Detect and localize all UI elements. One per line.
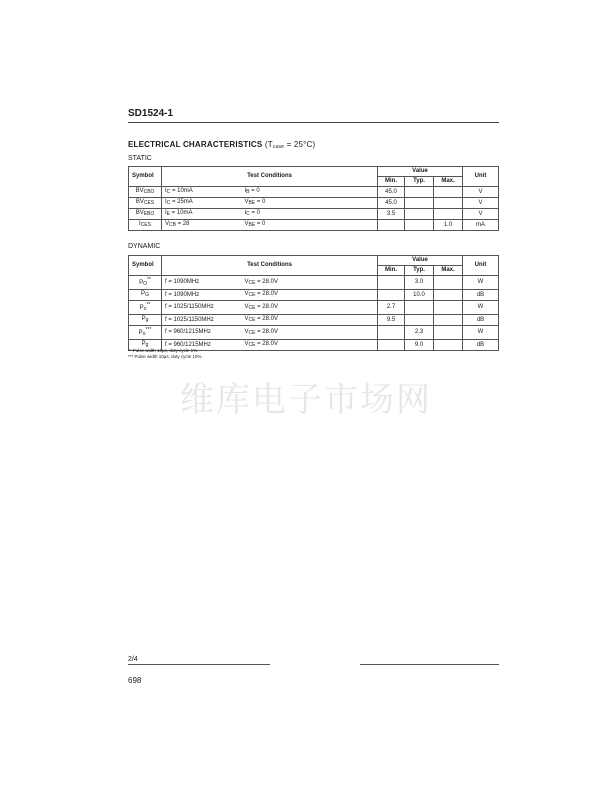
condition-cell: f = 1025/1150MHz xyxy=(162,301,242,315)
condition-cell: $I_E = 10mA$ xyxy=(162,209,242,220)
condition-cell: $V_{CE} = 28.0V$ xyxy=(242,315,378,326)
max-cell xyxy=(434,315,463,326)
min-cell: 45.0 xyxy=(378,198,405,209)
table-row xyxy=(129,315,499,326)
static-table xyxy=(128,166,499,231)
min-cell: 9.5 xyxy=(378,315,405,326)
page-index: 2/4 xyxy=(128,656,138,663)
min-cell xyxy=(378,276,405,290)
static-label: STATIC xyxy=(128,155,152,162)
condition-cell: f = 1090MHz xyxy=(162,276,242,290)
header-test-conditions: Test Conditions xyxy=(162,256,378,276)
typ-cell: 2.3 xyxy=(405,326,434,340)
header-value: Value xyxy=(378,167,463,177)
min-cell: 2.7 xyxy=(378,301,405,315)
table-row xyxy=(129,220,499,231)
condition-cell: $V_{CE} = 28.0V$ xyxy=(242,301,378,315)
symbol-cell: $BV_{CBO}$ xyxy=(129,187,162,198)
watermark: 维库电子市场网 xyxy=(180,380,432,420)
unit-cell: dB xyxy=(463,290,499,301)
typ-cell: 10.0 xyxy=(405,290,434,301)
dynamic-table xyxy=(128,255,499,351)
footnote-1: ** Pulse width 10μs, duty cycle 1%. xyxy=(128,348,199,353)
condition-cell: $I_B = 0$ xyxy=(242,187,378,198)
header-typ: Typ. xyxy=(405,177,434,187)
dynamic-label: DYNAMIC xyxy=(128,243,161,250)
typ-cell xyxy=(405,198,434,209)
symbol-cell: $I_{CES}$ xyxy=(129,220,162,231)
condition-cell: $V_{CE} = 28.0V$ xyxy=(242,276,378,290)
header-symbol: Symbol xyxy=(129,256,162,276)
symbol-cell: $P_o^{***}$ xyxy=(129,326,162,340)
unit-cell: W xyxy=(463,276,499,290)
max-cell: 1.0 xyxy=(434,220,463,231)
table-row xyxy=(129,209,499,220)
condition-cell: $V_{BE} = 0$ xyxy=(242,220,378,231)
header-rule xyxy=(128,122,499,123)
table-row xyxy=(129,187,499,198)
condition-cell: $V_{BE} = 0$ xyxy=(242,198,378,209)
condition-cell: $V_{CE} = 28.0V$ xyxy=(242,340,378,351)
typ-cell xyxy=(405,187,434,198)
section-title xyxy=(128,140,315,150)
min-cell: 3.5 xyxy=(378,209,405,220)
max-cell xyxy=(434,340,463,351)
symbol-cell: $P_G$ xyxy=(129,290,162,301)
table-row xyxy=(129,326,499,340)
min-cell xyxy=(378,326,405,340)
unit-cell: V xyxy=(463,187,499,198)
unit-cell: dB xyxy=(463,315,499,326)
section-title-condition: $(T_{case} = 25^\circ C)$ xyxy=(264,140,316,150)
unit-cell: mA xyxy=(463,220,499,231)
table-row xyxy=(129,276,499,290)
max-cell xyxy=(434,301,463,315)
typ-cell xyxy=(405,315,434,326)
footer-rule-right xyxy=(360,664,499,665)
header-min: Min. xyxy=(378,177,405,187)
symbol-cell: $P_g$ xyxy=(129,315,162,326)
min-cell xyxy=(378,290,405,301)
header-max: Max. xyxy=(434,266,463,276)
condition-cell: $V_{CE} = 28.0V$ xyxy=(242,290,378,301)
condition-cell: f = 960/1215MHz xyxy=(162,326,242,340)
condition-cell: f = 1025/1150MHz xyxy=(162,315,242,326)
condition-cell: f = 1090MHz xyxy=(162,290,242,301)
max-cell xyxy=(434,198,463,209)
condition-cell: $I_C = 0$ xyxy=(242,209,378,220)
typ-cell xyxy=(405,301,434,315)
symbol-cell: $P_o^{**}$ xyxy=(129,301,162,315)
unit-cell: V xyxy=(463,209,499,220)
symbol-cell: $BV_{EBO}$ xyxy=(129,209,162,220)
page-number: 698 xyxy=(128,676,142,685)
table-row xyxy=(129,301,499,315)
max-cell xyxy=(434,187,463,198)
unit-cell: dB xyxy=(463,340,499,351)
max-cell xyxy=(434,209,463,220)
symbol-cell: $P_g$ xyxy=(129,340,162,351)
header-symbol: Symbol xyxy=(129,167,162,187)
min-cell xyxy=(378,340,405,351)
table-row xyxy=(129,290,499,301)
header-value: Value xyxy=(378,256,463,266)
header-min: Min. xyxy=(378,266,405,276)
condition-cell: $I_C = 10mA$ xyxy=(162,187,242,198)
header-max: Max. xyxy=(434,177,463,187)
header-unit: Unit xyxy=(463,167,499,187)
typ-cell: 9.0 xyxy=(405,340,434,351)
unit-cell: W xyxy=(463,326,499,340)
max-cell xyxy=(434,290,463,301)
typ-cell xyxy=(405,209,434,220)
typ-cell xyxy=(405,220,434,231)
footer-rule-left xyxy=(128,664,270,665)
part-number: SD1524-1 xyxy=(128,108,174,119)
max-cell xyxy=(434,276,463,290)
typ-cell: 3.0 xyxy=(405,276,434,290)
condition-cell: $V_{CE} = 28.0V$ xyxy=(242,326,378,340)
symbol-cell: $P_O^{**}$ xyxy=(129,276,162,290)
footnote-2: *** Pulse width 10μs, duty cycle 10%. xyxy=(128,354,203,359)
header-typ: Typ. xyxy=(405,266,434,276)
section-title-main: ELECTRICAL CHARACTERISTICS xyxy=(128,140,263,149)
table-row xyxy=(129,198,499,209)
header-test-conditions: Test Conditions xyxy=(162,167,378,187)
condition-cell: $I_C = 25mA$ xyxy=(162,198,242,209)
header-unit: Unit xyxy=(463,256,499,276)
condition-cell: f = 960/1215MHz xyxy=(162,340,242,351)
symbol-cell: $BV_{CES}$ xyxy=(129,198,162,209)
min-cell xyxy=(378,220,405,231)
unit-cell: V xyxy=(463,198,499,209)
min-cell: 45.0 xyxy=(378,187,405,198)
max-cell xyxy=(434,326,463,340)
unit-cell: W xyxy=(463,301,499,315)
condition-cell: $V_{CB} = 28$ xyxy=(162,220,242,231)
